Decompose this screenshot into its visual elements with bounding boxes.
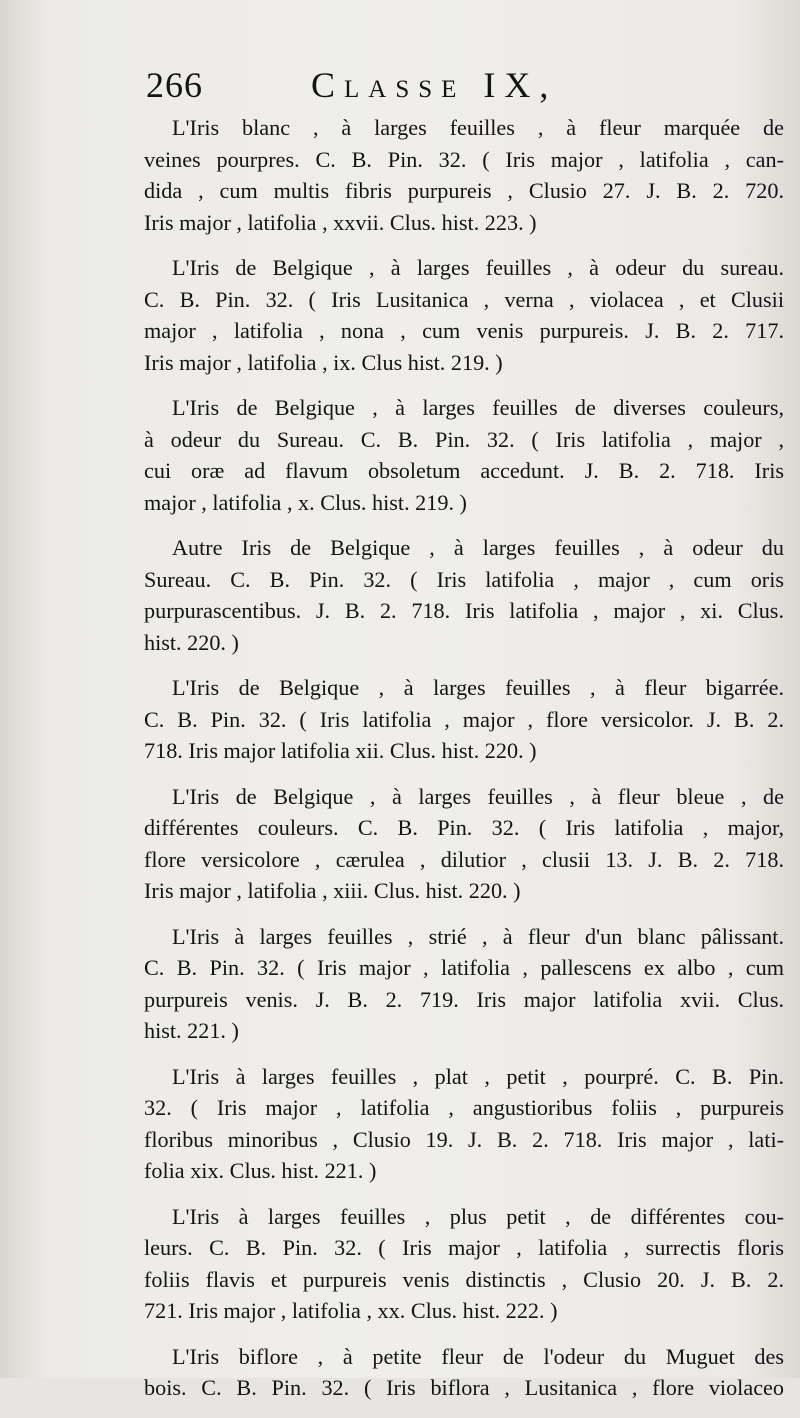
entry-paragraph	[144, 1201, 784, 1327]
text-line: L'Iris biflore , à petite fleur de l'odeur du Muguet des	[172, 1343, 784, 1369]
text-line: C. B. Pin. 32. ( Iris major , latifolia , pallescens ex albo , cum	[144, 955, 784, 980]
text-line: floribus minoribus , Clusio 19. J. B. 2. 718. Iris major , lati-	[144, 1126, 784, 1152]
entry-paragraph	[144, 781, 784, 907]
text-line: foliis flavis et purpureis venis distinctis , Clusio 20. J. B. 2.	[144, 1266, 784, 1292]
entry-paragraph	[144, 672, 784, 767]
text-line: différentes couleurs. C. B. Pin. 32. ( Iris latifolia , major,	[144, 815, 784, 840]
text-line: Autre Iris de Belgique , à larges feuilles , à odeur du	[172, 535, 784, 560]
entry-paragraph	[144, 921, 784, 1047]
running-title: Classe IX,	[311, 65, 558, 105]
text-line: C. B. Pin. 32. ( Iris Lusitanica , verna , violacea , et Clusii	[144, 286, 784, 312]
text-line: L'Iris de Belgique , à larges feuilles , à fleur bleue , de	[172, 783, 784, 809]
text-line: Iris major , latifolia , xiii. Clus. hist. 220. )	[144, 878, 521, 903]
text-line: veines pourpres. C. B. Pin. 32. ( Iris major , latifolia , can-	[144, 146, 784, 172]
text-line: cui oræ ad flavum obsoletum accedunt. J. B. 2. 718. Iris	[144, 458, 784, 483]
entry-paragraph	[144, 252, 784, 378]
text-line: purpureis venis. J. B. 2. 719. Iris major latifolia xvii. Clus.	[144, 986, 784, 1012]
text-line: L'Iris de Belgique , à larges feuilles , à fleur bigarrée.	[172, 675, 784, 700]
text-line: major , latifolia , x. Clus. hist. 219. )	[144, 489, 467, 515]
text-line: Sureau. C. B. Pin. 32. ( Iris latifolia , major , cum oris	[144, 566, 784, 592]
page-header	[146, 64, 646, 114]
text-line: C. B. Pin. 32. ( Iris latifolia , major , flore versicolor. J. B. 2.	[144, 706, 784, 732]
entry-paragraph	[144, 1341, 784, 1404]
entry-paragraph	[144, 392, 784, 518]
entry-paragraph	[144, 112, 784, 238]
text-line: 718. Iris major latifolia xii. Clus. hist. 220. )	[144, 738, 537, 763]
text-line: purpurascentibus. J. B. 2. 718. Iris latifolia , major , xi. Clus.	[144, 598, 784, 623]
text-line: L'Iris à larges feuilles , plus petit , de différentes cou-	[172, 1203, 784, 1229]
text-line: folia xix. Clus. hist. 221. )	[144, 1158, 377, 1183]
text-line: L'Iris de Belgique , à larges feuilles de diverses couleurs,	[172, 395, 784, 420]
entry-paragraph	[144, 1061, 784, 1187]
text-line: 32. ( Iris major , latifolia , angustioribus foliis , purpureis	[144, 1095, 784, 1120]
page-number: 266	[146, 65, 203, 105]
entry-paragraph	[144, 532, 784, 658]
text-line: flore versicolore , cærulea , dilutior , clusii 13. J. B. 2. 718.	[144, 846, 784, 872]
text-line: 721. Iris major , latifolia , xx. Clus. hist. 222. )	[144, 1298, 558, 1323]
text-line: leurs. C. B. Pin. 32. ( Iris major , latifolia , surrectis floris	[144, 1235, 784, 1260]
text-line: hist. 220. )	[144, 629, 239, 655]
body-text	[144, 112, 784, 1418]
text-line: dida , cum multis fibris purpureis , Clusio 27. J. B. 2. 720.	[144, 178, 784, 203]
text-line: L'Iris de Belgique , à larges feuilles , à odeur du sureau.	[172, 255, 784, 280]
text-line: bois. C. B. Pin. 32. ( Iris biflora , Lusitanica , flore violaceo	[144, 1375, 784, 1400]
text-line: hist. 221. )	[144, 1018, 239, 1043]
text-line: L'Iris à larges feuilles , plat , petit , pourpré. C. B. Pin.	[172, 1063, 784, 1089]
text-line: Iris major , latifolia , ix. Clus hist. 219. )	[144, 349, 503, 375]
text-line: Iris major , latifolia , xxvii. Clus. hist. 223. )	[144, 209, 537, 235]
text-line: L'Iris à larges feuilles , strié , à fleur d'un blanc pâlissant.	[172, 923, 784, 949]
text-line: major , latifolia , nona , cum venis purpureis. J. B. 2. 717.	[144, 318, 784, 343]
text-line: L'Iris blanc , à larges feuilles , à fleur marquée de	[172, 115, 784, 140]
text-line: à odeur du Sureau. C. B. Pin. 32. ( Iris latifolia , major ,	[144, 426, 784, 452]
